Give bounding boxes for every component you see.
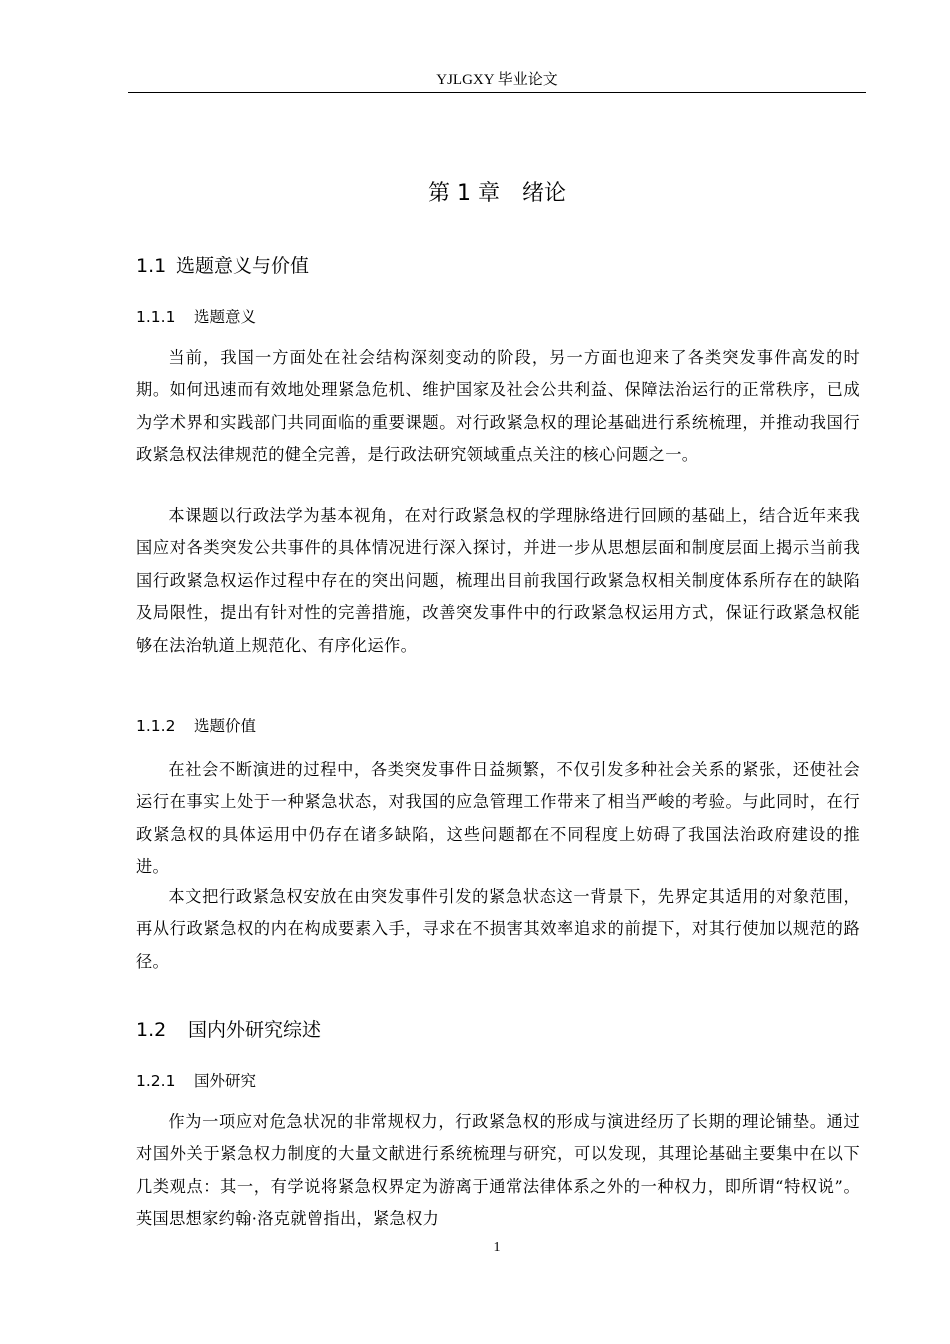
page-number: 1 (493, 1240, 501, 1255)
subsection-title: 选题价值 (194, 717, 257, 735)
subsection-title: 国外研究 (194, 1072, 257, 1090)
page-header (128, 70, 866, 93)
subsection-number: 1.2.1 (136, 1072, 176, 1090)
chapter-title: 第 1 章 绪论 (428, 181, 566, 206)
paragraph: 作为一项应对危急状况的非常规权力，行政紧急权的形成与演进经历了长期的理论铺垫。通过对国外关于紧急权力制度的大量文献进行系统梳理与研究，可以发现，其理论基础主要集中在以下几类观点：其一，有学说将紧急权界定为游离于通常法律体系之外的一种权力，即所谓“特权说”。英国思想家约翰·洛克就曾指出，紧急权力 (136, 1112, 860, 1229)
subsection-heading-1-2-1 (136, 1069, 256, 1093)
paragraph: 当前，我国一方面处在社会结构深刻变动的阶段，另一方面也迎来了各类突发事件高发的时期。如何迅速而有效地处理紧急危机、维护国家及社会公共利益、保障法治运行的正常秩序，已成为学术界和实践部门共同面临的重要课题。对行政紧急权的理论基础进行系统梳理，并推动我国行政紧急权法律规范的健全完善，是行政法研究领域重点关注的核心问题之一。 (136, 348, 860, 465)
paragraph: 在社会不断演进的过程中，各类突发事件日益频繁，不仅引发多种社会关系的紧张，还使社会运行在事实上处于一种紧急状态，对我国的应急管理工作带来了相当严峻的考验。与此同时，在行政紧急权的具体运用中仍存在诸多缺陷，这些问题都在不同程度上妨碍了我国法治政府建设的推进。 (136, 760, 860, 877)
header-text: YJLGXY 毕业论文 (436, 72, 558, 88)
section-title: 国内外研究综述 (188, 1019, 322, 1041)
subsection-title: 选题意义 (194, 308, 257, 326)
section-heading-1-1 (136, 252, 309, 280)
paragraph: 本文把行政紧急权安放在由突发事件引发的紧急状态这一背景下，先界定其适用的对象范围，再从行政紧急权的内在构成要素入手，寻求在不损害其效率追求的前提下，对其行使加以规范的路径。 (136, 887, 860, 971)
subsection-number: 1.1.2 (136, 717, 176, 735)
subsection-heading-1-1-1 (136, 305, 256, 329)
section-number: 1.1 (136, 255, 167, 277)
section-number: 1.2 (136, 1019, 167, 1041)
section-title: 选题意义与价值 (176, 255, 310, 277)
subsection-number: 1.1.1 (136, 308, 176, 326)
section-heading-1-2 (136, 1016, 321, 1044)
paragraph: 本课题以行政法学为基本视角，在对行政紧急权的学理脉络进行回顾的基础上，结合近年来我国应对各类突发公共事件的具体情况进行深入探讨，并进一步从思想层面和制度层面上揭示当前我国行政紧急权运作过程中存在的突出问题，梳理出目前我国行政紧急权相关制度体系所存在的缺陷及局限性，提出有针对性的完善措施，改善突发事件中的行政紧急权运用方式，保证行政紧急权能够在法治轨道上规范化、有序化运作。 (136, 506, 860, 655)
subsection-heading-1-1-2 (136, 714, 256, 738)
